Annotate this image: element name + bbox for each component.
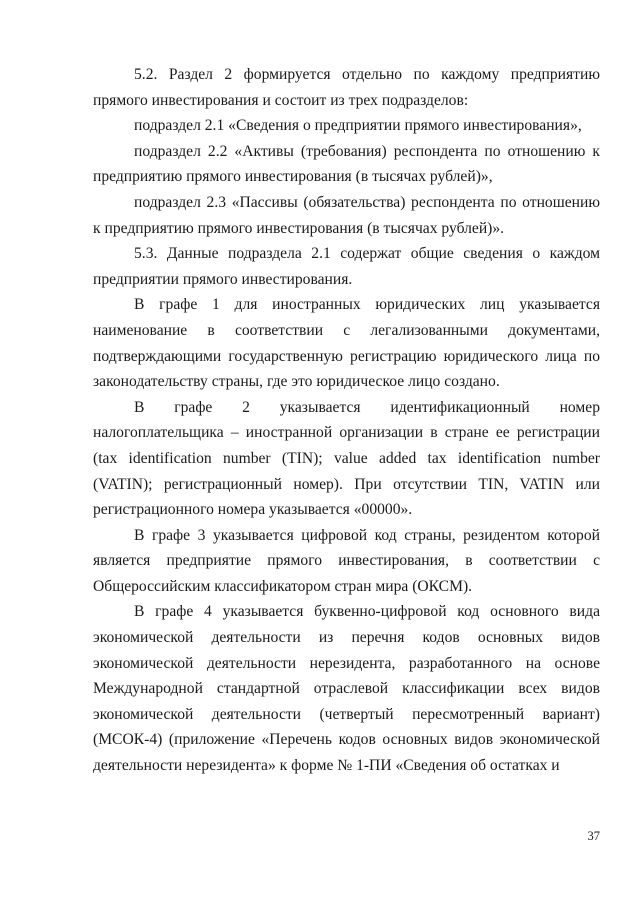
paragraph-column-1: В графе 1 для иностранных юридических лиц указывается наименование в соответствии с легализованными документами, подтверждающими государственную регистрацию юридического лица по законодательству страны, где это юридическое лицо создано. — [93, 296, 600, 391]
paragraph-5-2: 5.2. Раздел 2 формируется отдельно по каждому предприятию прямого инвестирования и состоит из трех подразделов: — [93, 66, 600, 109]
paragraph-subsection-2-2: подраздел 2.2 «Активы (требования) респондента по отношению к предприятию прямого инвестирования (в тысячах рублей)», — [93, 142, 600, 186]
body-text — [93, 62, 600, 779]
paragraph-subsection-2-3: подраздел 2.3 «Пассивы (обязательства) респондента по отношению к предприятию прямого инвестирования (в тысячах рублей)». — [93, 193, 600, 237]
paragraph-5-3: 5.3. Данные подраздела 2.1 содержат общие сведения о каждом предприятии прямого инвестирования. — [93, 245, 600, 288]
paragraph-column-2: В графе 2 указывается идентификационный номер налогоплательщика – иностранной организации в стране ее регистрации (tax identification number (TIN); value added tax identification number (VATIN); регистрационный номер). При отсутствии TIN, VATIN или регистрационного номера указывается «00000». — [93, 398, 600, 519]
page-number: 37 — [587, 829, 600, 843]
paragraph-column-3: В графе 3 указывается цифровой код страны, резидентом которой является предприятие прямого инвестирования, в соответствии с Общероссийским классификатором стран мира (ОКСМ). — [93, 526, 600, 595]
paragraph-column-4: В графе 4 указывается буквенно-цифровой код основного вида экономической деятельности из перечня кодов основных видов экономической деятельности нерезидента, разработанного на основе Международной стандартной отраслевой классификации всех видов экономической деятельности (четвертый пересмотренный вариант) (МСОК-4) (приложение «Перечень кодов основных видов экономической деятельности нерезидента» к форме № 1-ПИ «Сведения об остатках и — [93, 603, 600, 775]
paragraph-subsection-2-1: подраздел 2.1 «Сведения о предприятии прямого инвестирования», — [134, 117, 582, 135]
